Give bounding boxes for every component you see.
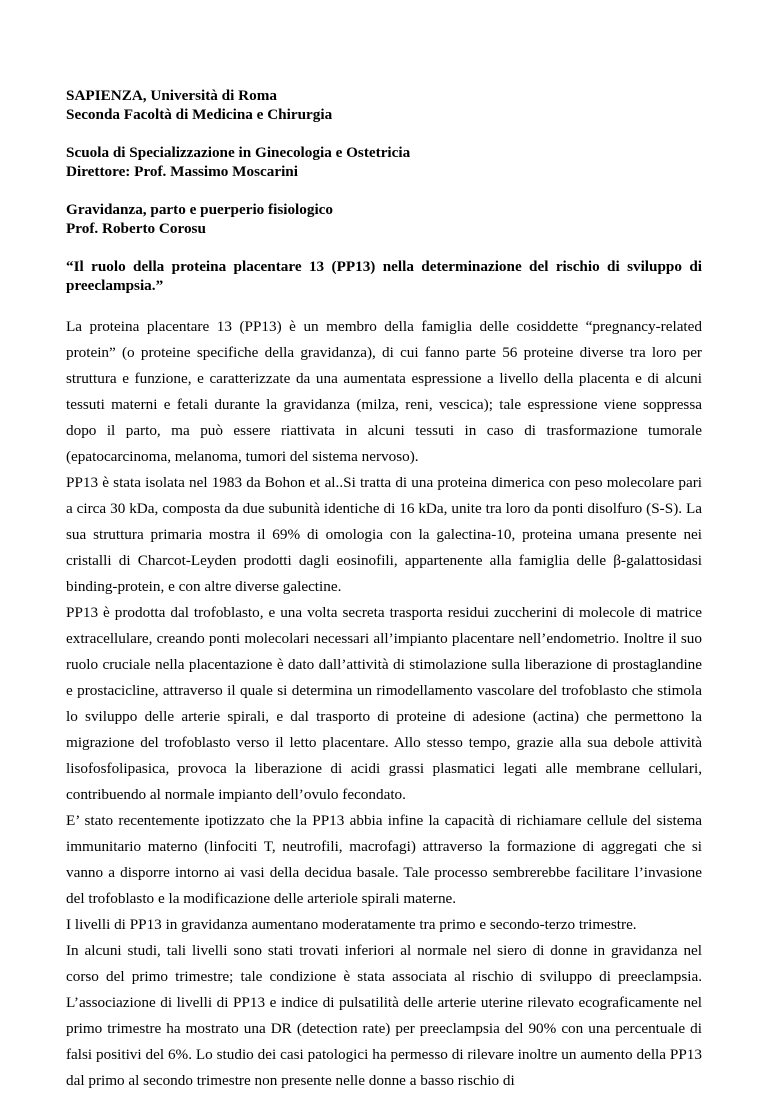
school-name: Scuola di Specializzazione in Ginecologia e Ostetricia	[66, 144, 411, 161]
body-paragraph: PP13 è prodotta dal trofoblasto, e una volta secreta trasporta residui zuccherini di molecole di matrice extracellulare, creando ponti molecolari necessari all’impianto placentare nell’endometrio. Inoltre il suo ruolo cruciale nella placentazione è dato dall’attività di stimolazione sulla liberazione di prostaglandine e prostacicline, attraverso il quale si determina un rimodellamento vascolare del trofoblasto che stimola lo sviluppo delle arterie spirali, e dal trasporto di proteine di adesione (actina) che permettono la migrazione del trofoblasto verso il letto placentare. Allo stesso tempo, grazie alla sua debole attività lisofosfolipasica, provoca la liberazione di acidi grassi plasmatici legati alle membrane cellulari, contribuendo al normale impianto dell’ovulo fecondato.	[66, 604, 702, 803]
course-header	[66, 200, 702, 238]
school-header	[66, 143, 702, 181]
director-name: Direttore: Prof. Massimo Moscarini	[66, 163, 298, 180]
body-paragraph: I livelli di PP13 in gravidanza aumentano moderatamente tra primo e secondo-terzo trimestre.	[66, 916, 637, 933]
institution-header	[66, 86, 702, 124]
body-paragraph: E’ stato recentemente ipotizzato che la PP13 abbia infine la capacità di richiamare cellule del sistema immunitario materno (linfociti T, neutrofili, macrofagi) attraverso la formazione di aggregati che si vanno a disporre intorno ai vasi della decidua basale. Tale processo sembrerebbe facilitare l’invasione del trofoblasto e la modificazione delle arteriole spirali materne.	[66, 812, 702, 907]
document-content	[66, 86, 702, 1094]
body-paragraph: In alcuni studi, tali livelli sono stati trovati inferiori al normale nel siero di donne in gravidanza nel corso del primo trimestre; tale condizione è stata associata al rischio di sviluppo di preeclampsia. L’associazione di livelli di PP13 e indice di pulsatilità delle arterie uterine rilevato ecograficamente nel primo trimestre ha mostrato una DR (detection rate) per preeclampsia del 90% con una percentuale di falsi positivi del 6%. Lo studio dei casi patologici ha permesso di rilevare inoltre un aumento della PP13 dal primo al secondo trimestre non presente nelle donne a basso rischio di	[66, 942, 702, 1089]
document-title: “Il ruolo della proteina placentare 13 (PP13) nella determinazione del rischio di sviluppo di preeclampsia.”	[66, 258, 702, 294]
document-body	[66, 314, 702, 1094]
faculty-name: Seconda Facoltà di Medicina e Chirurgia	[66, 106, 333, 123]
professor-name: Prof. Roberto Corosu	[66, 220, 206, 237]
university-name: SAPIENZA, Università di Roma	[66, 87, 277, 104]
course-name: Gravidanza, parto e puerperio fisiologico	[66, 201, 334, 218]
body-paragraph: La proteina placentare 13 (PP13) è un membro della famiglia delle cosiddette “pregnancy-related protein” (o proteine specifiche della gravidanza), di cui fanno parte 56 proteine diverse tra loro per struttura e funzione, e caratterizzate da una aumentata espressione a livello della placenta e di alcuni tessuti materni e fetali durante la gravidanza (milza, reni, vescica); tale espressione viene soppressa dopo il parto, ma può essere riattivata in alcuni tessuti in caso di trasformazione tumorale (epatocarcinoma, melanoma, tumori del sistema nervoso).	[66, 318, 702, 465]
body-paragraph: PP13 è stata isolata nel 1983 da Bohon et al..Si tratta di una proteina dimerica con peso molecolare pari a circa 30 kDa, composta da due subunità identiche di 16 kDa, unite tra loro da ponti disolfuro (S-S). La sua struttura primaria mostra il 69% di omologia con la galectina-10, proteina umana presente nei cristalli di Charcot-Leyden prodotti dagli eosinofili, appartenente alla famiglia delle β-galattosidasi binding-protein, e con altre diverse galectine.	[66, 474, 702, 595]
